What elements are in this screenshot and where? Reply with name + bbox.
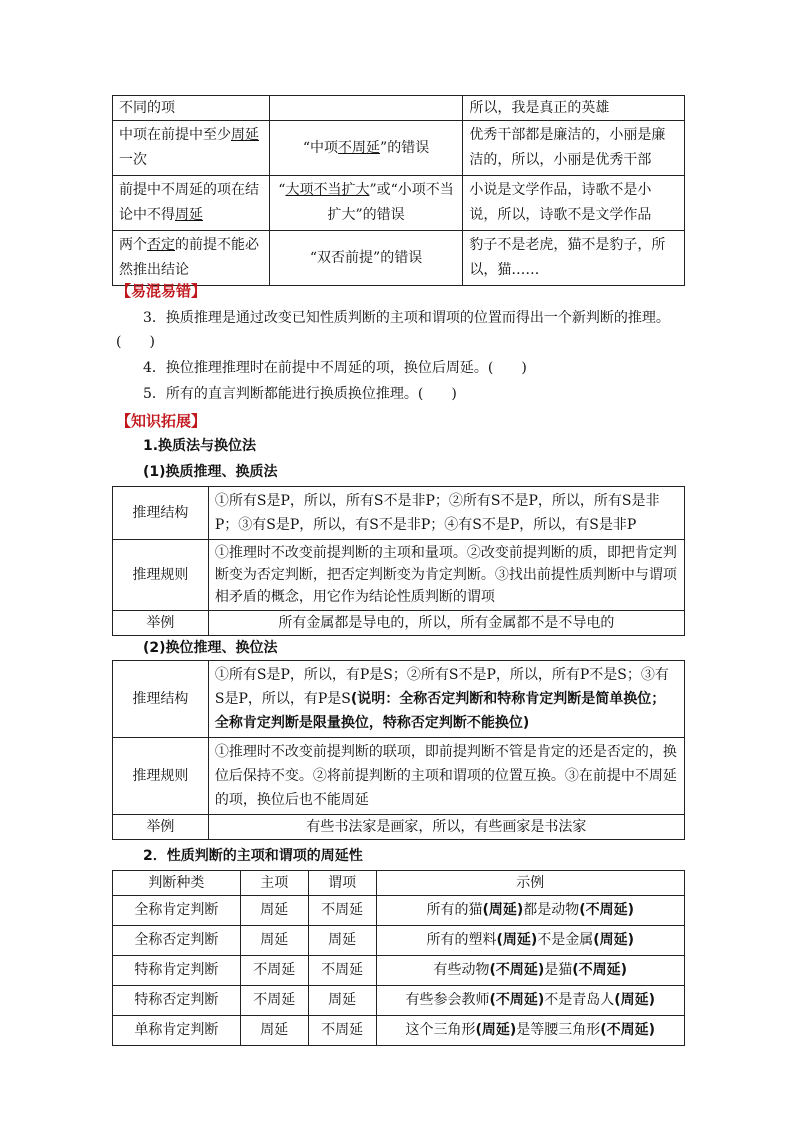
- example-cell: 小说是文学作品，诗歌不是小说，所以，诗歌不是文学作品: [463, 176, 685, 231]
- rule-cell: 前提中不周延的项在结论中不得周延: [113, 176, 270, 231]
- conversion-table: [112, 660, 685, 840]
- predicate-cell: 不周延: [308, 956, 376, 986]
- section-heading-confusion: 【易混易错】: [116, 282, 207, 300]
- subject-cell: 不周延: [240, 956, 308, 986]
- header-example: 示例: [376, 871, 684, 896]
- error-cell: “中项不周延”的错误: [269, 121, 463, 176]
- subject-cell: 周延: [240, 1016, 308, 1046]
- rules-table: [112, 95, 685, 286]
- subheading-2: 2．性质判断的主项和谓项的周延性: [143, 848, 363, 864]
- label-cell: 推理规则: [113, 540, 209, 611]
- table-row: [113, 956, 685, 986]
- section-heading-extension: 【知识拓展】: [116, 412, 207, 430]
- content-cell: ①所有S是P，所以，有P是S；②所有S不是P，所以，所有P不是S；③有S是P，所以，有P是S(说明：全称否定判断和特称肯定判断是简单换位；全称肯定判断是限量换位，特称否定判断不能换位): [208, 661, 684, 738]
- table-row: [113, 121, 685, 176]
- content-cell: ①所有S是P，所以，所有S不是非P；②所有S不是P，所以，所有S是非P；③有S是P，所以，有S不是非P；④有S不是P，所以，有S是非P: [208, 487, 684, 540]
- predicate-cell: 周延: [308, 926, 376, 956]
- rule-cell: 两个否定的前提不能必然推出结论: [113, 231, 270, 286]
- subheading-1: 1.换质法与换位法: [143, 438, 257, 454]
- content-cell: 所有金属都是导电的，所以，所有金属都不是不导电的: [208, 611, 684, 636]
- content-cell: ①推理时不改变前提判断的主项和量项。②改变前提判断的质，即把肯定判断变为否定判断，把否定判断变为肯定判断。③找出前提性质判断中与谓项相矛盾的概念，用它作为结论性质判断的谓项: [208, 540, 684, 611]
- predicate-cell: 不周延: [308, 1016, 376, 1046]
- table-row: [113, 1016, 685, 1046]
- table-row: [113, 487, 685, 540]
- table-row: [113, 176, 685, 231]
- error-cell: [269, 96, 463, 121]
- subheading-1b: (2)换位推理、换位法: [143, 640, 278, 656]
- header-predicate: 谓项: [308, 871, 376, 896]
- header-kind: 判断种类: [113, 871, 241, 896]
- question-5: 5．所有的直言判断都能进行换质换位推理。( ): [143, 386, 457, 402]
- table-header-row: [113, 871, 685, 896]
- table-row: [113, 661, 685, 738]
- content-cell: ①推理时不改变前提判断的联项，即前提判断不管是肯定的还是否定的，换位后保持不变。②将前提判断的主项和谓项的位置互换。③在前提中不周延的项，换位后也不能周延: [208, 738, 684, 815]
- error-cell: “大项不当扩大”或“小项不当扩大”的错误: [269, 176, 463, 231]
- error-cell: “双否前提”的错误: [269, 231, 463, 286]
- rule-cell: 中项在前提中至少周延一次: [113, 121, 270, 176]
- kind-cell: 特称否定判断: [113, 986, 241, 1016]
- example-cell: 优秀干部都是廉洁的，小丽是廉洁的，所以，小丽是优秀干部: [463, 121, 685, 176]
- label-cell: 推理结构: [113, 661, 209, 738]
- obversion-table: [112, 486, 685, 636]
- table-row: [113, 540, 685, 611]
- subject-cell: 周延: [240, 926, 308, 956]
- rule-cell: [113, 96, 270, 121]
- table-row: [113, 815, 685, 840]
- subject-cell: 不周延: [240, 986, 308, 1016]
- table-row: [113, 986, 685, 1016]
- question-3: 3．换质推理是通过改变已知性质判断的主项和谓项的位置而得出一个新判断的推理。: [143, 310, 670, 326]
- example-cell: 有些参会教师(不周延)不是青岛人(周延): [376, 986, 684, 1016]
- example-cell: 有些动物(不周延)是猫(不周延): [376, 956, 684, 986]
- subject-cell: 周延: [240, 896, 308, 926]
- rule-text: 不同的项: [119, 100, 175, 116]
- kind-cell: 单称肯定判断: [113, 1016, 241, 1046]
- label-cell: 举例: [113, 611, 209, 636]
- example-cell: 所有的猫(周延)都是动物(不周延): [376, 896, 684, 926]
- kind-cell: 全称肯定判断: [113, 896, 241, 926]
- table-row: [113, 926, 685, 956]
- table-row: [113, 96, 685, 121]
- kind-cell: 全称否定判断: [113, 926, 241, 956]
- table-row: [113, 738, 685, 815]
- predicate-cell: 不周延: [308, 896, 376, 926]
- label-cell: 举例: [113, 815, 209, 840]
- label-cell: 推理结构: [113, 487, 209, 540]
- subheading-1a: (1)换质推理、换质法: [143, 464, 278, 480]
- table-row: [113, 231, 685, 286]
- example-cell: 这个三角形(周延)是等腰三角形(不周延): [376, 1016, 684, 1046]
- table-row: [113, 896, 685, 926]
- content-cell: 有些书法家是画家，所以，有些画家是书法家: [208, 815, 684, 840]
- predicate-cell: 周延: [308, 986, 376, 1016]
- header-subject: 主项: [240, 871, 308, 896]
- distribution-table: [112, 870, 685, 1046]
- kind-cell: 特称肯定判断: [113, 956, 241, 986]
- question-3-answer[interactable]: ( ): [116, 334, 155, 350]
- table-row: [113, 611, 685, 636]
- question-4: 4．换位推理推理时在前提中不周延的项，换位后周延。( ): [143, 360, 527, 376]
- example-cell: 所有的塑料(周延)不是金属(周延): [376, 926, 684, 956]
- example-cell: 豹子不是老虎，猫不是豹子，所以，猫……: [463, 231, 685, 286]
- label-cell: 推理规则: [113, 738, 209, 815]
- example-cell: 所以，我是真正的英雄: [463, 96, 685, 121]
